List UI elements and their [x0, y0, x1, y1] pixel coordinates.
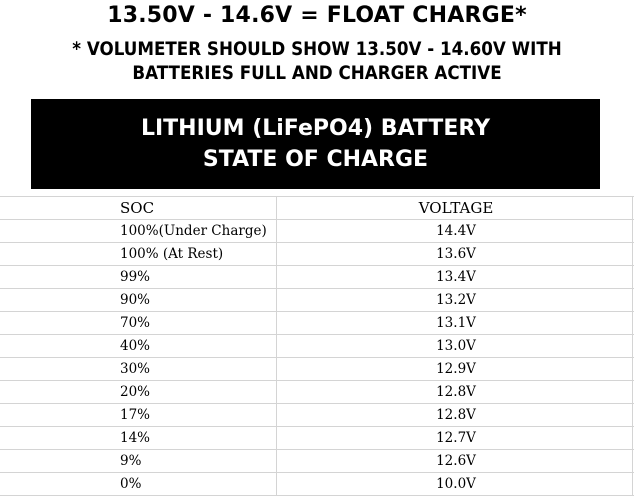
table-row [0, 312, 634, 335]
table-row [0, 266, 634, 289]
voltage-cell: 13.6V [276, 243, 632, 266]
table-row [0, 473, 634, 496]
voltage-cell: 13.0V [276, 335, 632, 358]
voltage-column-header: VOLTAGE [276, 197, 632, 220]
soc-cell: 20% [0, 381, 276, 404]
soc-cell: 90% [0, 289, 276, 312]
voltmeter-note-line-1: * VOLUMETER SHOULD SHOW 13.50V - 14.60V WITH [72, 38, 562, 60]
voltage-cell: 13.1V [276, 312, 632, 335]
voltage-cell: 12.9V [276, 358, 632, 381]
table-row [0, 427, 634, 450]
voltage-cell: 12.7V [276, 427, 632, 450]
state-of-charge-table [0, 196, 634, 496]
table-header-row [0, 197, 634, 220]
soc-cell: 40% [0, 335, 276, 358]
float-charge-title: 13.50V - 14.6V = FLOAT CHARGE* [107, 3, 527, 28]
banner-line-1: LITHIUM (LiFePO4) BATTERY [140, 116, 491, 141]
voltage-cell: 13.4V [276, 266, 632, 289]
soc-cell: 30% [0, 358, 276, 381]
voltage-cell: 12.8V [276, 381, 632, 404]
soc-cell: 0% [0, 473, 276, 496]
table-row [0, 404, 634, 427]
table-row [0, 335, 634, 358]
voltage-cell: 14.4V [276, 220, 632, 243]
table-row [0, 220, 634, 243]
table-row [0, 243, 634, 266]
soc-cell: 17% [0, 404, 276, 427]
table-row [0, 289, 634, 312]
soc-cell: 100% (At Rest) [0, 243, 276, 266]
soc-cell: 9% [0, 450, 276, 473]
table-row [0, 450, 634, 473]
soc-cell: 100%(Under Charge) [0, 220, 276, 243]
banner-line-2: STATE OF CHARGE [202, 147, 429, 172]
table-row [0, 381, 634, 404]
voltage-cell: 13.2V [276, 289, 632, 312]
soc-cell: 14% [0, 427, 276, 450]
soc-column-header: SOC [0, 197, 276, 220]
voltmeter-note-line-2: BATTERIES FULL AND CHARGER ACTIVE [132, 62, 502, 84]
voltage-cell: 12.8V [276, 404, 632, 427]
soc-cell: 99% [0, 266, 276, 289]
soc-cell: 70% [0, 312, 276, 335]
battery-title-banner [31, 99, 600, 189]
voltage-cell: 10.0V [276, 473, 632, 496]
voltage-cell: 12.6V [276, 450, 632, 473]
table-row [0, 358, 634, 381]
voltmeter-note [38, 37, 596, 85]
